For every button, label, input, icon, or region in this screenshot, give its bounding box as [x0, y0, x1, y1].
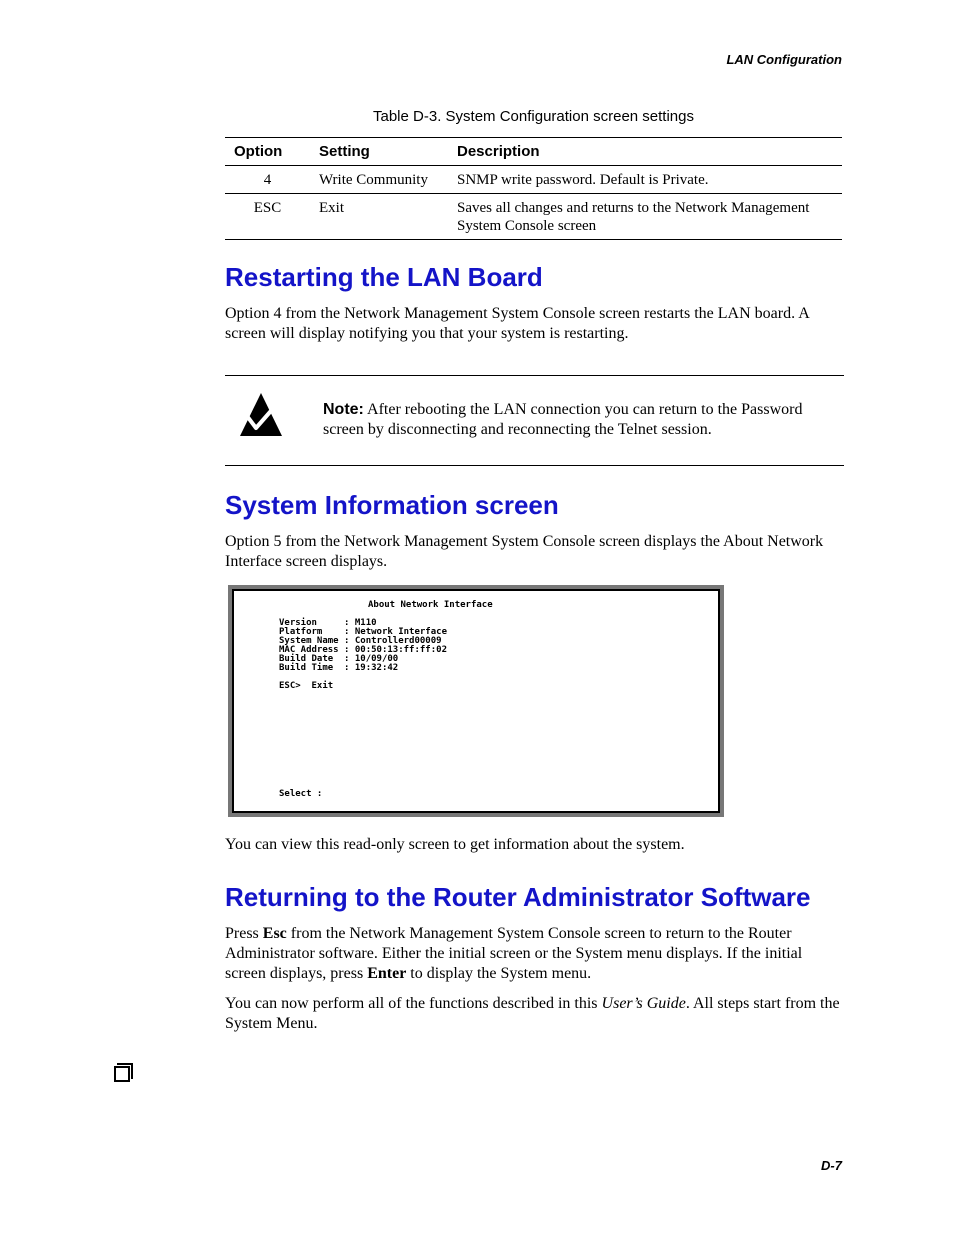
key-esc: Esc: [262, 925, 287, 942]
text-run: . All steps start from the System Menu.: [225, 995, 840, 1032]
end-of-section-icon: [114, 1066, 130, 1082]
terminal-screen: [232, 589, 720, 813]
table-header-row: [225, 138, 842, 166]
section-paragraph-system-information: Option 5 from the Network Management System Console screen displays the About Network Interface screen displays.: [225, 533, 824, 570]
settings-table: [225, 137, 842, 240]
about-network-interface-screenshot: [228, 585, 724, 817]
key-enter: Enter: [367, 965, 407, 982]
field-label: Version: [279, 618, 345, 628]
checkmark-note-icon: [239, 392, 283, 438]
section-heading-returning: Returning to the Router Administrator Software: [225, 882, 811, 912]
field-value: : Controllerd00009: [344, 636, 442, 646]
guide-title: User’s Guide: [601, 995, 686, 1012]
section-heading-system-information: System Information screen: [225, 490, 559, 520]
cell-setting: Write Community: [319, 172, 428, 188]
field-value: : 19:32:42: [344, 663, 399, 673]
table-row: [225, 194, 842, 240]
column-header-option: Option: [234, 143, 283, 160]
field-value: : Network Interface: [344, 627, 447, 637]
cell-description: SNMP write password. Default is Private.: [457, 172, 709, 188]
running-header: LAN Configuration: [726, 52, 842, 67]
column-header-description: Description: [457, 143, 540, 160]
field-label: Platform: [279, 627, 345, 637]
field-label: System Name: [279, 636, 345, 646]
cell-option: ESC: [253, 200, 282, 216]
text-run: Press: [225, 925, 263, 942]
field-label: Build Time: [279, 663, 345, 673]
terminal-select-prompt: Select :: [279, 789, 323, 799]
field-value: : M110: [344, 618, 377, 628]
note-top-rule: [225, 375, 844, 376]
field-value: : 00:50:13:ff:ff:02: [344, 645, 447, 655]
page-number: D-7: [821, 1158, 842, 1173]
section-paragraph-returning-2: [225, 994, 845, 1034]
note-label: Note:: [323, 401, 364, 418]
cell-description: Saves all changes and returns to the Network Management System Console screen: [457, 200, 810, 234]
text-run: You can now perform all of the functions described in this: [225, 995, 602, 1012]
column-header-setting: Setting: [319, 143, 370, 160]
section-paragraph-returning-1: [225, 924, 845, 984]
field-value: : 10/09/00: [344, 654, 399, 664]
text-run: from the Network Management System Console screen to return to the Router Administrator software. Either the initial screen or the System menu displays. If the initial screen displays, press: [225, 925, 803, 982]
table-caption: Table D-3. System Configuration screen settings: [373, 108, 694, 125]
cell-option: 4: [263, 172, 272, 188]
note-body: After rebooting the LAN connection you can return to the Password screen by disconnecting and reconnecting the Telnet session.: [323, 401, 803, 438]
text-run: to display the System menu.: [406, 965, 592, 982]
note-bottom-rule: [225, 465, 844, 466]
field-label: Build Date: [279, 654, 345, 664]
terminal-field-list: [279, 619, 447, 673]
section-heading-restarting: Restarting the LAN Board: [225, 262, 543, 292]
cell-setting: Exit: [319, 200, 344, 216]
terminal-title: About Network Interface: [368, 600, 493, 610]
field-label: MAC Address: [279, 645, 345, 655]
note-text: [323, 400, 843, 440]
system-information-note: You can view this read-only screen to get information about the system.: [225, 836, 685, 853]
table-row: [225, 166, 842, 194]
section-paragraph-restarting: Option 4 from the Network Management System Console screen restarts the LAN board. A screen will display notifying you that your system is restarting.: [225, 305, 809, 342]
terminal-exit-option: ESC> Exit: [279, 681, 334, 691]
